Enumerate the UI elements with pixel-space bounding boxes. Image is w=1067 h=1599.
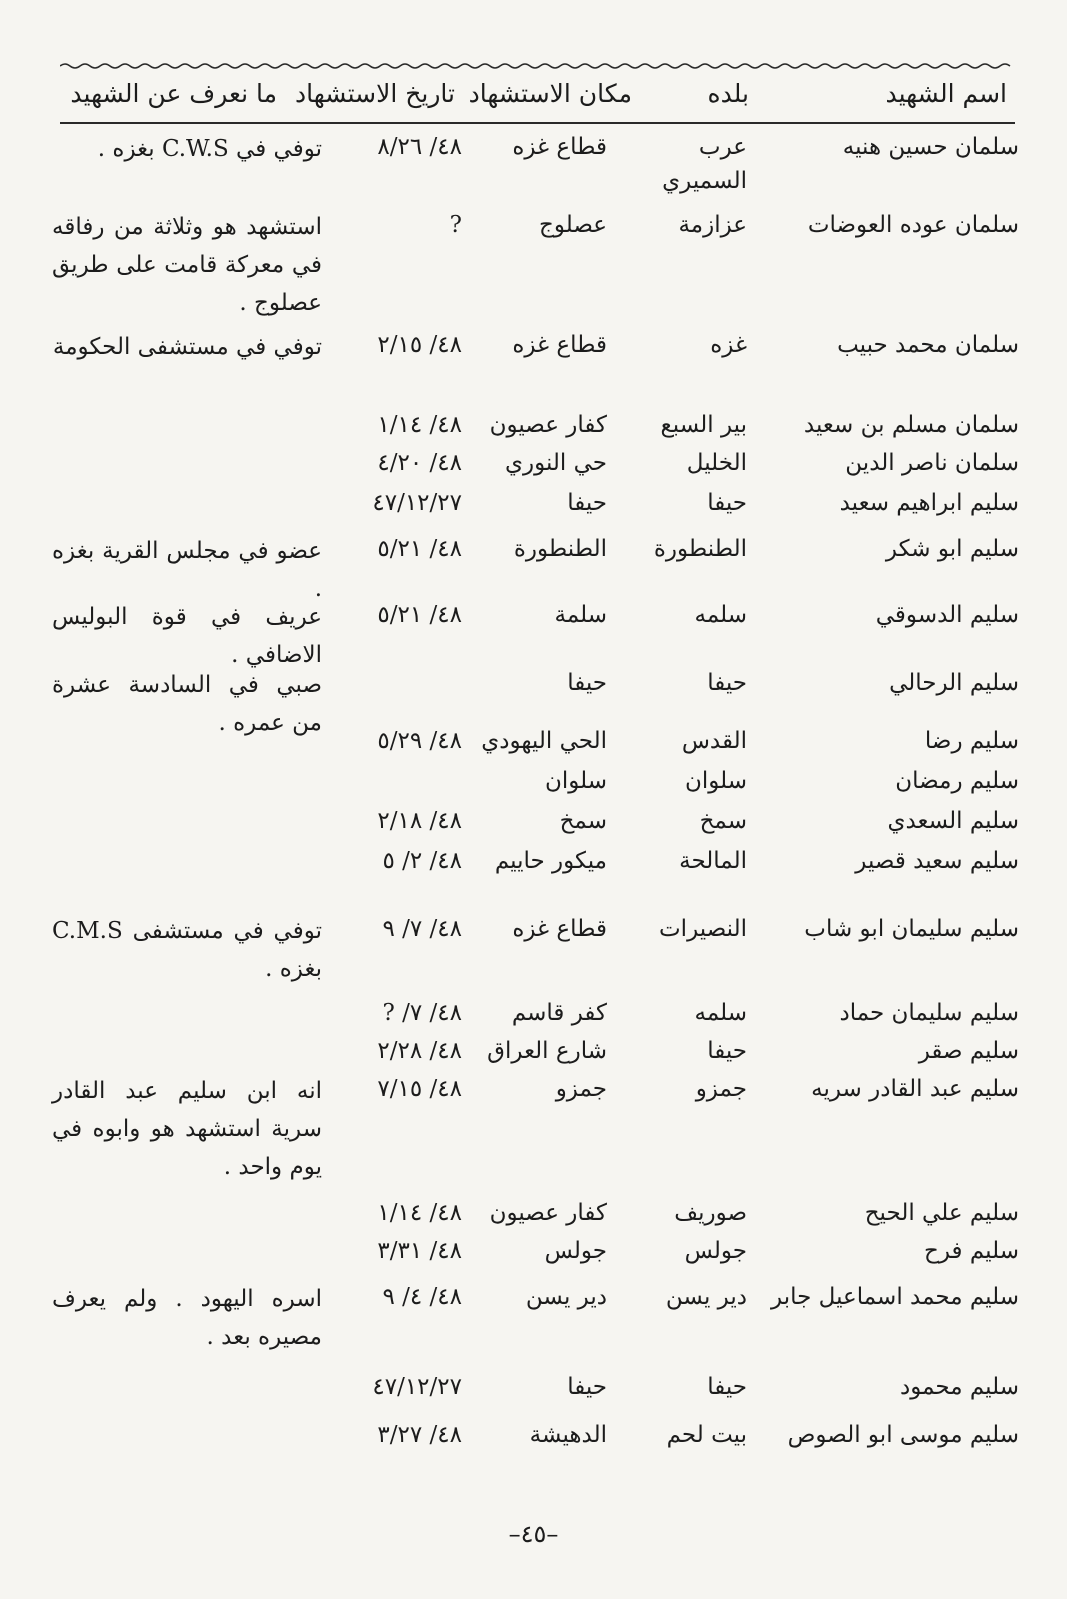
cell-name: سليم الدسوقي xyxy=(875,602,1019,628)
cell-town: عزازمة xyxy=(678,212,747,238)
cell-town: بير السبع xyxy=(660,412,747,438)
cell-date: ٤٨/ ٤/٢٠ xyxy=(377,450,462,476)
header-place: مكان الاستشهاد xyxy=(468,79,632,108)
cell-place: جولس xyxy=(544,1238,607,1264)
cell-place: قطاع غزه xyxy=(512,332,607,358)
cell-town: القدس xyxy=(681,728,747,754)
cell-name: سليم سليمان حماد xyxy=(839,1000,1019,1026)
cell-note: عريف في قوة البوليس الاضافي . xyxy=(52,604,322,668)
cell-date: ٤٧/١٢/٢٧ xyxy=(372,490,462,516)
cell-town: عرب السميري xyxy=(662,134,747,194)
cell-place: جمزو xyxy=(555,1076,607,1102)
cell-name: سلمان عوده العوضات xyxy=(807,212,1019,238)
cell-name: سليم سليمان ابو شاب xyxy=(804,916,1019,942)
header-name: اسم الشهيد xyxy=(885,79,1007,108)
cell-date: ٤٨/ ٣/٣١ xyxy=(377,1238,462,1264)
cell-town: صوريف xyxy=(674,1200,747,1226)
cell-date: ٤٨/ ٢/١٨ xyxy=(377,808,462,834)
cell-place: قطاع غزه xyxy=(512,134,607,160)
cell-town: النصيرات xyxy=(659,916,747,942)
cell-town: سلمه xyxy=(694,1000,747,1026)
cell-date: ٤٨/ ١/١٤ xyxy=(377,412,462,438)
cell-place: الحي اليهودي xyxy=(481,728,607,754)
cell-date: ٤٨/ ٥/٢١ xyxy=(377,536,462,562)
cell-note: صبي في السادسة عشرة من عمره . xyxy=(52,672,322,736)
cell-place: حي النوري xyxy=(504,450,607,476)
cell-place: ميكور حاييم xyxy=(494,848,607,874)
cell-town: حيفا xyxy=(707,490,747,516)
cell-note: توفي في مستشفى C.M.S بغزه . xyxy=(52,918,322,982)
cell-date: ٤٨/ ٢/١٥ xyxy=(377,332,462,358)
cell-name: سليم فرح xyxy=(924,1238,1019,1264)
cell-name: سليم سعيد قصير xyxy=(855,848,1019,874)
cell-town: سلمه xyxy=(694,602,747,628)
cell-town: الطنطورة xyxy=(653,536,747,562)
cell-town: بيت لحم xyxy=(666,1422,747,1448)
header-divider xyxy=(60,122,1015,124)
cell-date: ? xyxy=(449,212,462,238)
cell-name: سليم محمد اسماعيل جابر xyxy=(771,1284,1019,1310)
cell-place: قطاع غزه xyxy=(512,916,607,942)
cell-name: سليم موسى ابو الصوص xyxy=(787,1422,1019,1448)
cell-place: الطنطورة xyxy=(513,536,607,562)
cell-date: ٤٨/ ٧/ ٩ xyxy=(382,916,462,942)
table-header xyxy=(0,74,1067,120)
cell-note: توفي في مستشفى الحكومة xyxy=(52,334,322,360)
cell-town: سلوان xyxy=(684,768,747,794)
cell-name: سليم رمضان xyxy=(895,768,1019,794)
cell-place: دير يسن xyxy=(525,1284,607,1310)
cell-date: ٤٨/ ٥/٢١ xyxy=(377,602,462,628)
cell-note: عضو في مجلس القرية بغزه . xyxy=(52,538,322,602)
cell-place: كفار عصيون xyxy=(489,1200,607,1226)
cell-date: ٤٨/ ١/١٤ xyxy=(377,1200,462,1226)
cell-place: كفار عصيون xyxy=(489,412,607,438)
cell-date: ٤٨/ ٢/ ٥ xyxy=(382,848,462,874)
cell-town: حيفا xyxy=(707,1038,747,1064)
cell-place: حيفا xyxy=(567,1374,607,1400)
cell-name: سليم ابو شكر xyxy=(885,536,1019,562)
cell-town: المالحة xyxy=(679,848,747,874)
cell-date: ٤٨/ ٥/٢٩ xyxy=(377,728,462,754)
cell-place: شارع العراق xyxy=(487,1038,607,1064)
cell-place: سلمة xyxy=(554,602,607,628)
cell-name: سليم علي الحيح xyxy=(864,1200,1019,1226)
cell-town: جمزو xyxy=(695,1076,747,1102)
cell-date: ٤٨/ ٧/ ? xyxy=(382,1000,462,1026)
cell-place: كفر قاسم xyxy=(511,1000,607,1026)
cell-place: سمخ xyxy=(559,808,607,834)
cell-date: ٤٨/ ٨/٢٦ xyxy=(377,134,462,160)
cell-name: سليم الرحالي xyxy=(889,670,1019,696)
cell-town: الخليل xyxy=(686,450,747,476)
top-decorative-rule xyxy=(60,62,1015,70)
cell-date: ٤٨/ ٣/٢٧ xyxy=(377,1422,462,1448)
cell-name: سليم السعدي xyxy=(887,808,1019,834)
cell-town: جولس xyxy=(684,1238,747,1264)
cell-note: اسره اليهود . ولم يعرف مصيره بعد . xyxy=(52,1286,322,1350)
cell-place: حيفا xyxy=(567,490,607,516)
cell-name: سلمان محمد حبيب xyxy=(837,332,1019,358)
cell-date: ٤٨/ ٤/ ٩ xyxy=(382,1284,462,1310)
cell-date: ٤٧/١٢/٢٧ xyxy=(372,1374,462,1400)
cell-town: حيفا xyxy=(707,1374,747,1400)
header-date: تاريخ الاستشهاد xyxy=(295,79,455,108)
cell-town: دير يسن xyxy=(665,1284,747,1310)
cell-town: غزه xyxy=(710,332,747,358)
cell-date: ٤٨/ ٢/٢٨ xyxy=(377,1038,462,1064)
cell-name: سلمان حسين هنيه xyxy=(842,134,1019,160)
cell-note: استشهد هو وثلاثة من رفاقه في معركة قامت على طريق عصلوج . xyxy=(52,214,322,316)
page-number: –٤٥– xyxy=(508,1520,559,1548)
header-notes: ما نعرف عن الشهيد xyxy=(70,79,277,108)
cell-name: سليم صقر xyxy=(918,1038,1019,1064)
cell-name: سليم محمود xyxy=(899,1374,1019,1400)
cell-name: سلمان ناصر الدين xyxy=(845,450,1019,476)
header-town: بلده xyxy=(707,79,749,108)
cell-place: سلوان xyxy=(544,768,607,794)
cell-place: الدهيشة xyxy=(529,1422,607,1448)
cell-place: حيفا xyxy=(567,670,607,696)
cell-name: سلمان مسلم بن سعيد xyxy=(803,412,1019,438)
cell-name: سليم رضا xyxy=(924,728,1019,754)
cell-town: حيفا xyxy=(707,670,747,696)
cell-place: عصلوج xyxy=(538,212,607,238)
cell-town: سمخ xyxy=(699,808,747,834)
cell-name: سليم ابراهيم سعيد xyxy=(839,490,1019,516)
cell-name: سليم عبد القادر سريه xyxy=(811,1076,1019,1102)
cell-date: ٤٨/ ٧/١٥ xyxy=(377,1076,462,1102)
cell-note: توفي في C.W.S بغزه . xyxy=(97,136,322,162)
cell-note: انه ابن سليم عبد القادر سرية استشهد هو وابوه في يوم واحد . xyxy=(52,1078,322,1180)
